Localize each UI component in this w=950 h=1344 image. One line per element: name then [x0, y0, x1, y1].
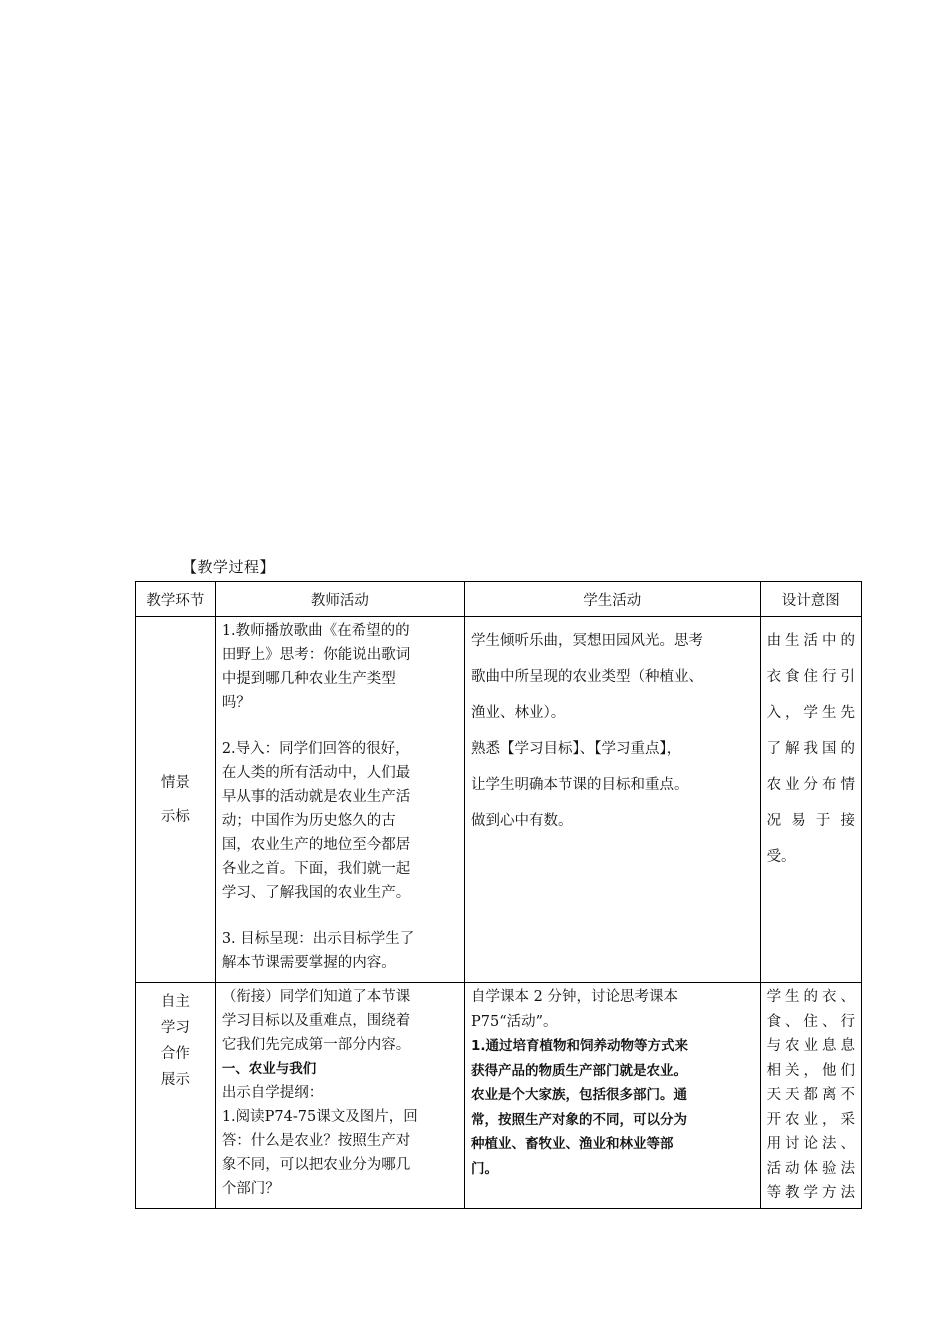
teacher-text: 解本节课需要掌握的内容。 — [221, 955, 396, 971]
design-cell — [760, 617, 861, 983]
design-text: 由生活中的 — [766, 633, 855, 649]
stage-text: 示标 — [160, 808, 190, 825]
header-student: 学生活动 — [465, 582, 761, 617]
student-bold-text: 常，按照生产对象的不同，可以分为 — [471, 1111, 687, 1128]
student-text: 自学课本 2 分钟，讨论思考课本 — [471, 989, 678, 1005]
student-bold-text: 门。 — [471, 1160, 498, 1177]
teacher-text: 吗？ — [221, 695, 251, 711]
teacher-text: 答：什么是农业？按照生产对 — [221, 1133, 411, 1149]
stage-cell — [136, 983, 216, 1209]
stage-text: 自主 — [160, 994, 190, 1010]
design-text: 农业分布情 — [766, 777, 855, 793]
table-row — [136, 617, 862, 983]
design-text: 开农业，采 — [766, 1111, 855, 1128]
design-text: 入，学生先 — [766, 705, 855, 721]
teacher-text: 2.导入：同学们回答的很好， — [221, 741, 410, 757]
student-cell — [465, 617, 761, 983]
design-text: 受。 — [766, 849, 796, 865]
student-text: P75“活动”。 — [471, 1013, 558, 1030]
design-text: 况易于接 — [766, 813, 855, 829]
teacher-heading: 一、农业与我们 — [221, 1061, 317, 1077]
design-text: 学生的衣、 — [766, 989, 855, 1005]
teacher-text: 早从事的活动就是农业生产活 — [221, 789, 411, 805]
teacher-text: （衔接）同学们知道了本节课 — [221, 989, 411, 1005]
student-bold-text: 获得产品的物质生产部门就是农业。 — [471, 1062, 687, 1079]
header-design: 设计意图 — [760, 582, 861, 617]
design-cell — [760, 983, 861, 1209]
design-text: 活动体验法 — [766, 1160, 855, 1177]
design-text: 衣食住行引 — [766, 669, 855, 685]
student-bold-text: 种植业、畜牧业、渔业和林业等部 — [471, 1136, 674, 1152]
design-text: 等教学方法 — [766, 1185, 855, 1201]
student-text: 歌曲中所呈现的农业类型（种植业、 — [471, 669, 703, 685]
teacher-text: 1.阅读P74-75课文及图片，回 — [221, 1109, 418, 1125]
student-text: 学生倾听乐曲，冥想田园风光。思考 — [471, 633, 703, 649]
header-stage: 教学环节 — [136, 582, 216, 617]
table-header-row — [136, 582, 862, 617]
teacher-text: 1.教师播放歌曲《在希望的的 — [221, 623, 410, 639]
teacher-text: 学习、了解我国的农业生产。 — [221, 885, 411, 901]
lesson-table — [135, 581, 862, 1209]
header-teacher: 教师活动 — [215, 582, 464, 617]
teacher-text: 动；中国作为历史悠久的古 — [221, 813, 396, 829]
student-bold-text: 农业是个大家族，包括很多部门。通 — [471, 1087, 687, 1103]
stage-text: 学习 — [160, 1020, 190, 1036]
stage-cell — [136, 617, 216, 983]
design-text: 相关，他们 — [766, 1062, 855, 1079]
teacher-text: 3. 目标呈现：出示目标学生了 — [221, 931, 415, 947]
stage-text: 展示 — [160, 1072, 190, 1088]
design-text: 食、住、行 — [766, 1013, 855, 1030]
stage-text: 合作 — [160, 1046, 190, 1062]
teacher-text: 各业之首。下面，我们就一起 — [221, 861, 411, 877]
student-text: 渔业、林业）。 — [471, 705, 566, 721]
teacher-text: 个部门？ — [221, 1181, 280, 1197]
teacher-text: 象不同，可以把农业分为哪几 — [221, 1157, 411, 1173]
student-cell — [465, 983, 761, 1209]
teacher-text: 出示自学提纲： — [221, 1085, 324, 1101]
teacher-cell — [215, 983, 464, 1209]
student-text: 熟悉【学习目标】、【学习重点】， — [471, 741, 682, 757]
section-title: 【教学过程】 — [182, 558, 276, 576]
design-text: 天天都离不 — [766, 1087, 855, 1103]
design-text: 用讨论法、 — [766, 1136, 855, 1152]
design-text: 了解我国的 — [766, 741, 855, 757]
design-text: 与农业息息 — [766, 1038, 855, 1054]
teacher-text: 它我们先完成第一部分内容。 — [221, 1037, 411, 1053]
table-row — [136, 983, 862, 1209]
student-bold-text: 1.通过培育植物和饲养动物等方式来 — [471, 1038, 689, 1054]
student-text: 做到心中有数。 — [471, 813, 573, 829]
teacher-text: 在人类的所有活动中，人们最 — [221, 765, 411, 781]
teacher-text: 田野上》思考：你能说出歌词 — [221, 647, 411, 663]
stage-text: 情景 — [160, 774, 190, 791]
teacher-text: 国，农业生产的地位至今都居 — [221, 837, 411, 853]
teacher-text: 中提到哪几种农业生产类型 — [221, 671, 396, 687]
teacher-text: 学习目标以及重难点，围绕着 — [221, 1013, 411, 1029]
teacher-cell — [215, 617, 464, 983]
student-text: 让学生明确本节课的目标和重点。 — [471, 777, 689, 793]
